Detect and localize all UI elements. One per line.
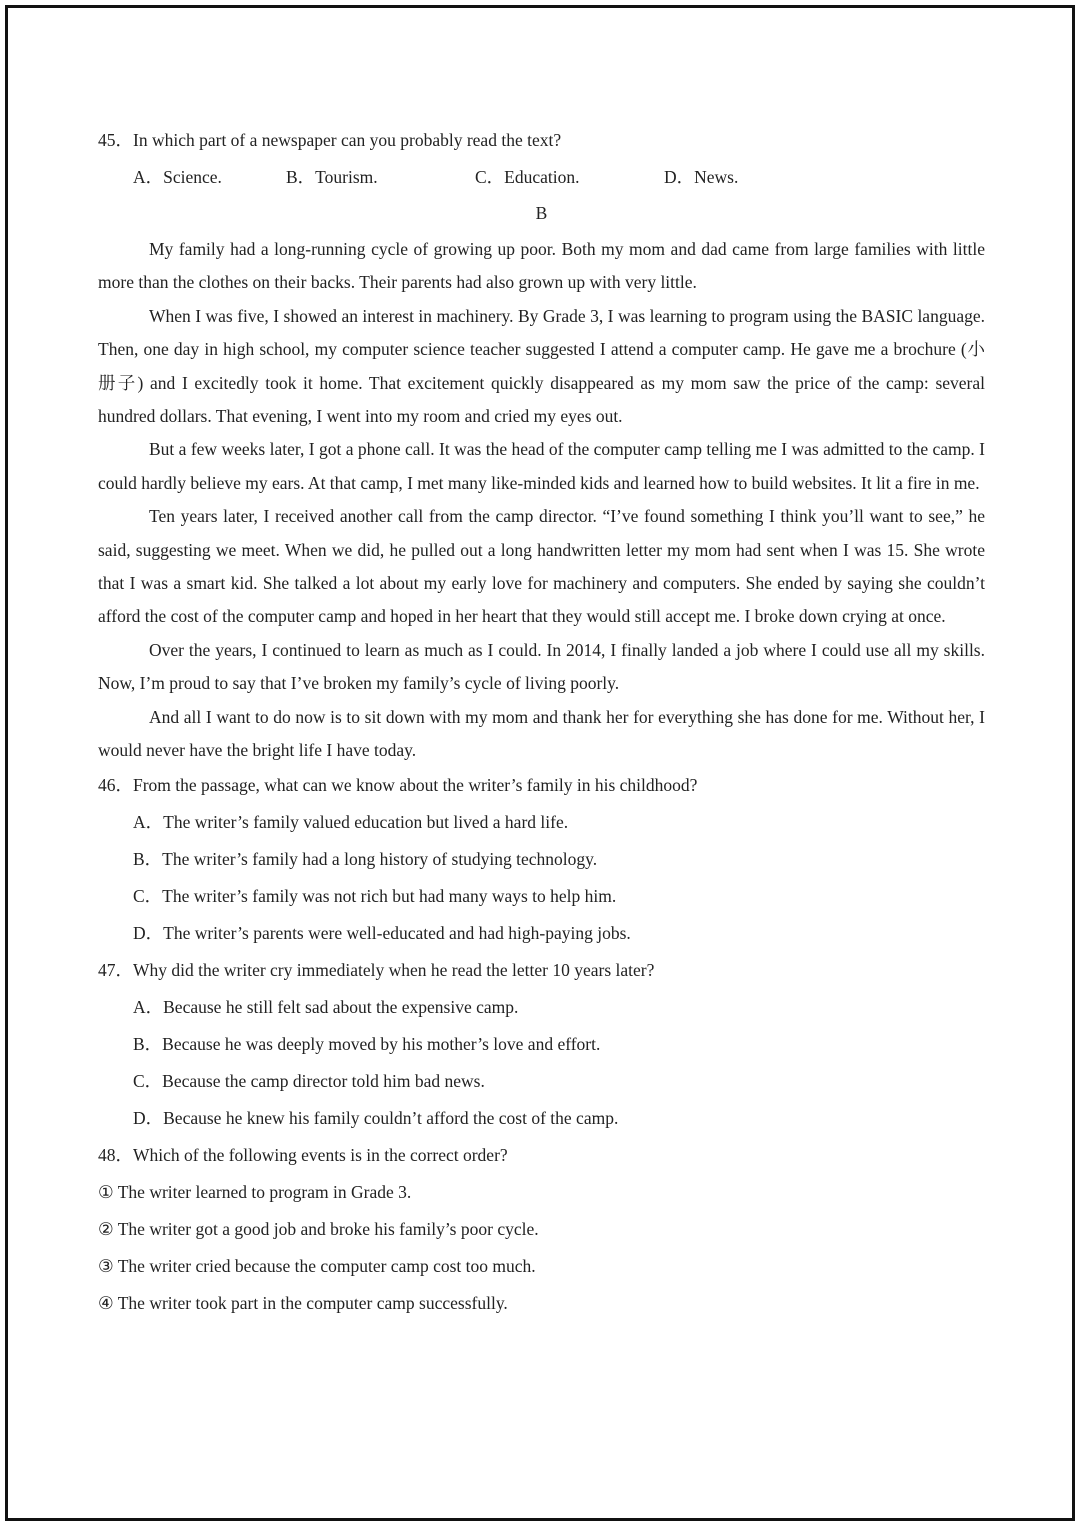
option-45-c: C．Education. [475, 167, 580, 187]
option-46-c: C．The writer’s family was not rich but had many ways to help him. [133, 885, 617, 906]
event-2: ② The writer got a good job and broke his family’s poor cycle. [98, 1218, 539, 1239]
question-45-options [98, 164, 985, 190]
option-46-b: B．The writer’s family had a long history of studying technology. [133, 848, 598, 869]
event-3: ③ The writer cried because the computer camp cost too much. [98, 1255, 536, 1276]
option-47-c: C．Because the camp director told him bad news. [133, 1070, 485, 1091]
question-45: 45．In which part of a newspaper can you probably read the text? [98, 130, 562, 150]
option-46-d: D．The writer’s parents were well-educated and had high-paying jobs. [133, 922, 631, 943]
option-45-b: B．Tourism. [286, 167, 378, 187]
option-45-d: D．News. [664, 167, 739, 187]
passage-paragraph-2: When I was five, I showed an interest in machinery. By Grade 3, I was learning to program using the BASIC language. Then, one day in high school, my computer science teacher suggested I attend a computer camp. He gave me a brochure (小册子) and I excitedly took it home. That excitement quickly disappeared as my mom saw the price of the camp: several hundred dollars. That evening, I went into my room and cried my eyes out. [98, 305, 985, 427]
question-48: 48．Which of the following events is in the correct order? [98, 1144, 508, 1165]
passage-paragraph-1: My family had a long-running cycle of growing up poor. Both my mom and dad came from large families with little more than the clothes on their backs. Their parents had also grown up with very little. [98, 239, 985, 293]
exam-content [98, 127, 985, 1327]
event-1: ① The writer learned to program in Grade 3. [98, 1181, 412, 1202]
section-heading: B [535, 203, 548, 223]
option-45-a: A．Science. [133, 167, 222, 187]
passage-paragraph-5: Over the years, I continued to learn as much as I could. In 2014, I finally landed a job where I could use all my skills. Now, I’m proud to say that I’ve broken my family’s cycle of living poorly. [98, 639, 985, 694]
passage-paragraph-3: But a few weeks later, I got a phone call. It was the head of the computer camp telling me I was admitted to the camp. I could hardly believe my ears. At that camp, I met many like-minded kids and learned how to build websites. It lit a fire in me. [98, 439, 985, 493]
question-47: 47．Why did the writer cry immediately when he read the letter 10 years later? [98, 959, 655, 980]
question-46: 46．From the passage, what can we know about the writer’s family in his childhood? [98, 774, 698, 795]
passage-paragraph-6: And all I want to do now is to sit down with my mom and thank her for everything she has done for me. Without her, I would never have the bright life I have today. [98, 706, 985, 761]
option-47-d: D．Because he knew his family couldn’t afford the cost of the camp. [133, 1107, 619, 1128]
option-47-b: B．Because he was deeply moved by his mother’s love and effort. [133, 1033, 601, 1054]
option-46-a: A．The writer’s family valued education but lived a hard life. [133, 811, 569, 832]
passage-paragraph-4: Ten years later, I received another call from the camp director. “I’ve found something I think you’ll want to see,” he said, suggesting we meet. When we did, he pulled out a long handwritten letter my mom had sent when I was 15. She wrote that I was a smart kid. She talked a lot about my early love for machinery and computers. She ended by saying she couldn’t afford the cost of the computer camp and hoped in her heart that they would still accept me. I broke down crying at once. [98, 506, 985, 627]
option-47-a: A．Because he still felt sad about the expensive camp. [133, 996, 519, 1017]
event-4: ④ The writer took part in the computer camp successfully. [98, 1292, 508, 1313]
